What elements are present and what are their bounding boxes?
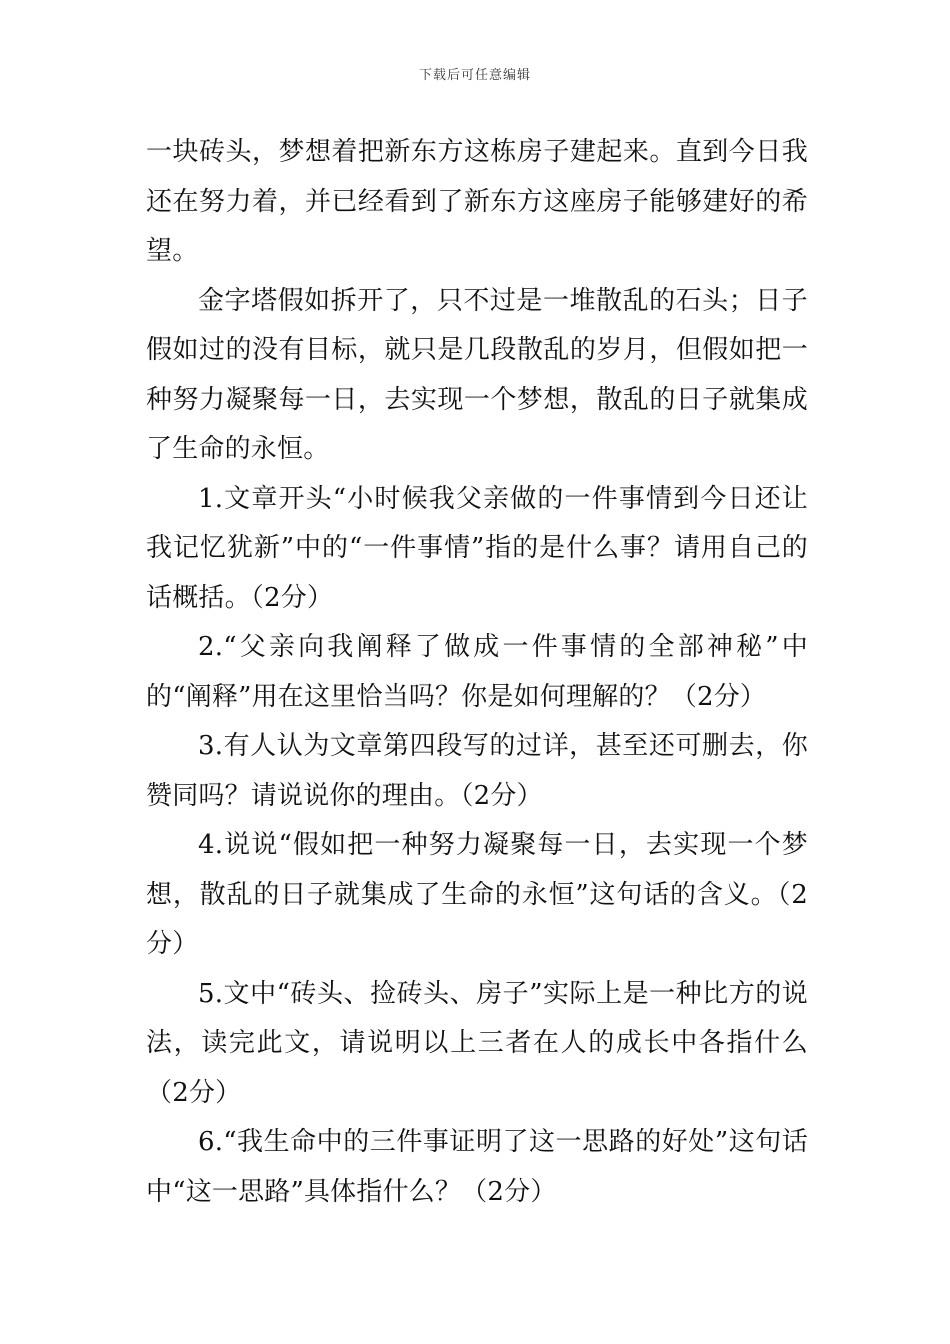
question-4: 4.说说“假如把一种努力凝聚每一日，去实现一个梦想，散乱的日子就集成了生命的永恒”这句话的含义。（2分） bbox=[146, 830, 808, 959]
paragraph-pyramid: 金字塔假如拆开了，只不过是一堆散乱的石头；日子假如过的没有目标，就只是几段散乱的岁月，但假如把一种努力凝聚每一日，去实现一个梦想，散乱的日子就集成了生命的永恒。 bbox=[146, 285, 808, 464]
document-body bbox=[146, 128, 808, 1217]
question-2: 2.“父亲向我阐释了做成一件事情的全部神秘”中的“阐释”用在这里恰当吗？你是如何理解的？（2分） bbox=[146, 632, 808, 712]
question-3: 3.有人认为文章第四段写的过详，甚至还可删去，你赞同吗？请说说你的理由。（2分） bbox=[146, 731, 808, 811]
paragraph-continuation: 一块砖头，梦想着把新东方这栋房子建起来。直到今日我还在努力着，并已经看到了新东方这座房子能够建好的希望。 bbox=[146, 137, 808, 266]
page-header-note: 下载后可任意编辑 bbox=[418, 68, 531, 83]
question-6: 6.“我生命中的三件事证明了这一思路的好处”这句话中“这一思路”具体指什么？（2分） bbox=[146, 1127, 808, 1207]
question-1: 1.文章开头“小时候我父亲做的一件事情到今日还让我记忆犹新”中的“一件事情”指的是什么事？请用自己的话概括。（2分） bbox=[146, 483, 808, 613]
question-5: 5.文中“砖头、捡砖头、房子”实际上是一种比方的说法，读完此文，请说明以上三者在人的成长中各指什么（2分） bbox=[146, 978, 808, 1108]
